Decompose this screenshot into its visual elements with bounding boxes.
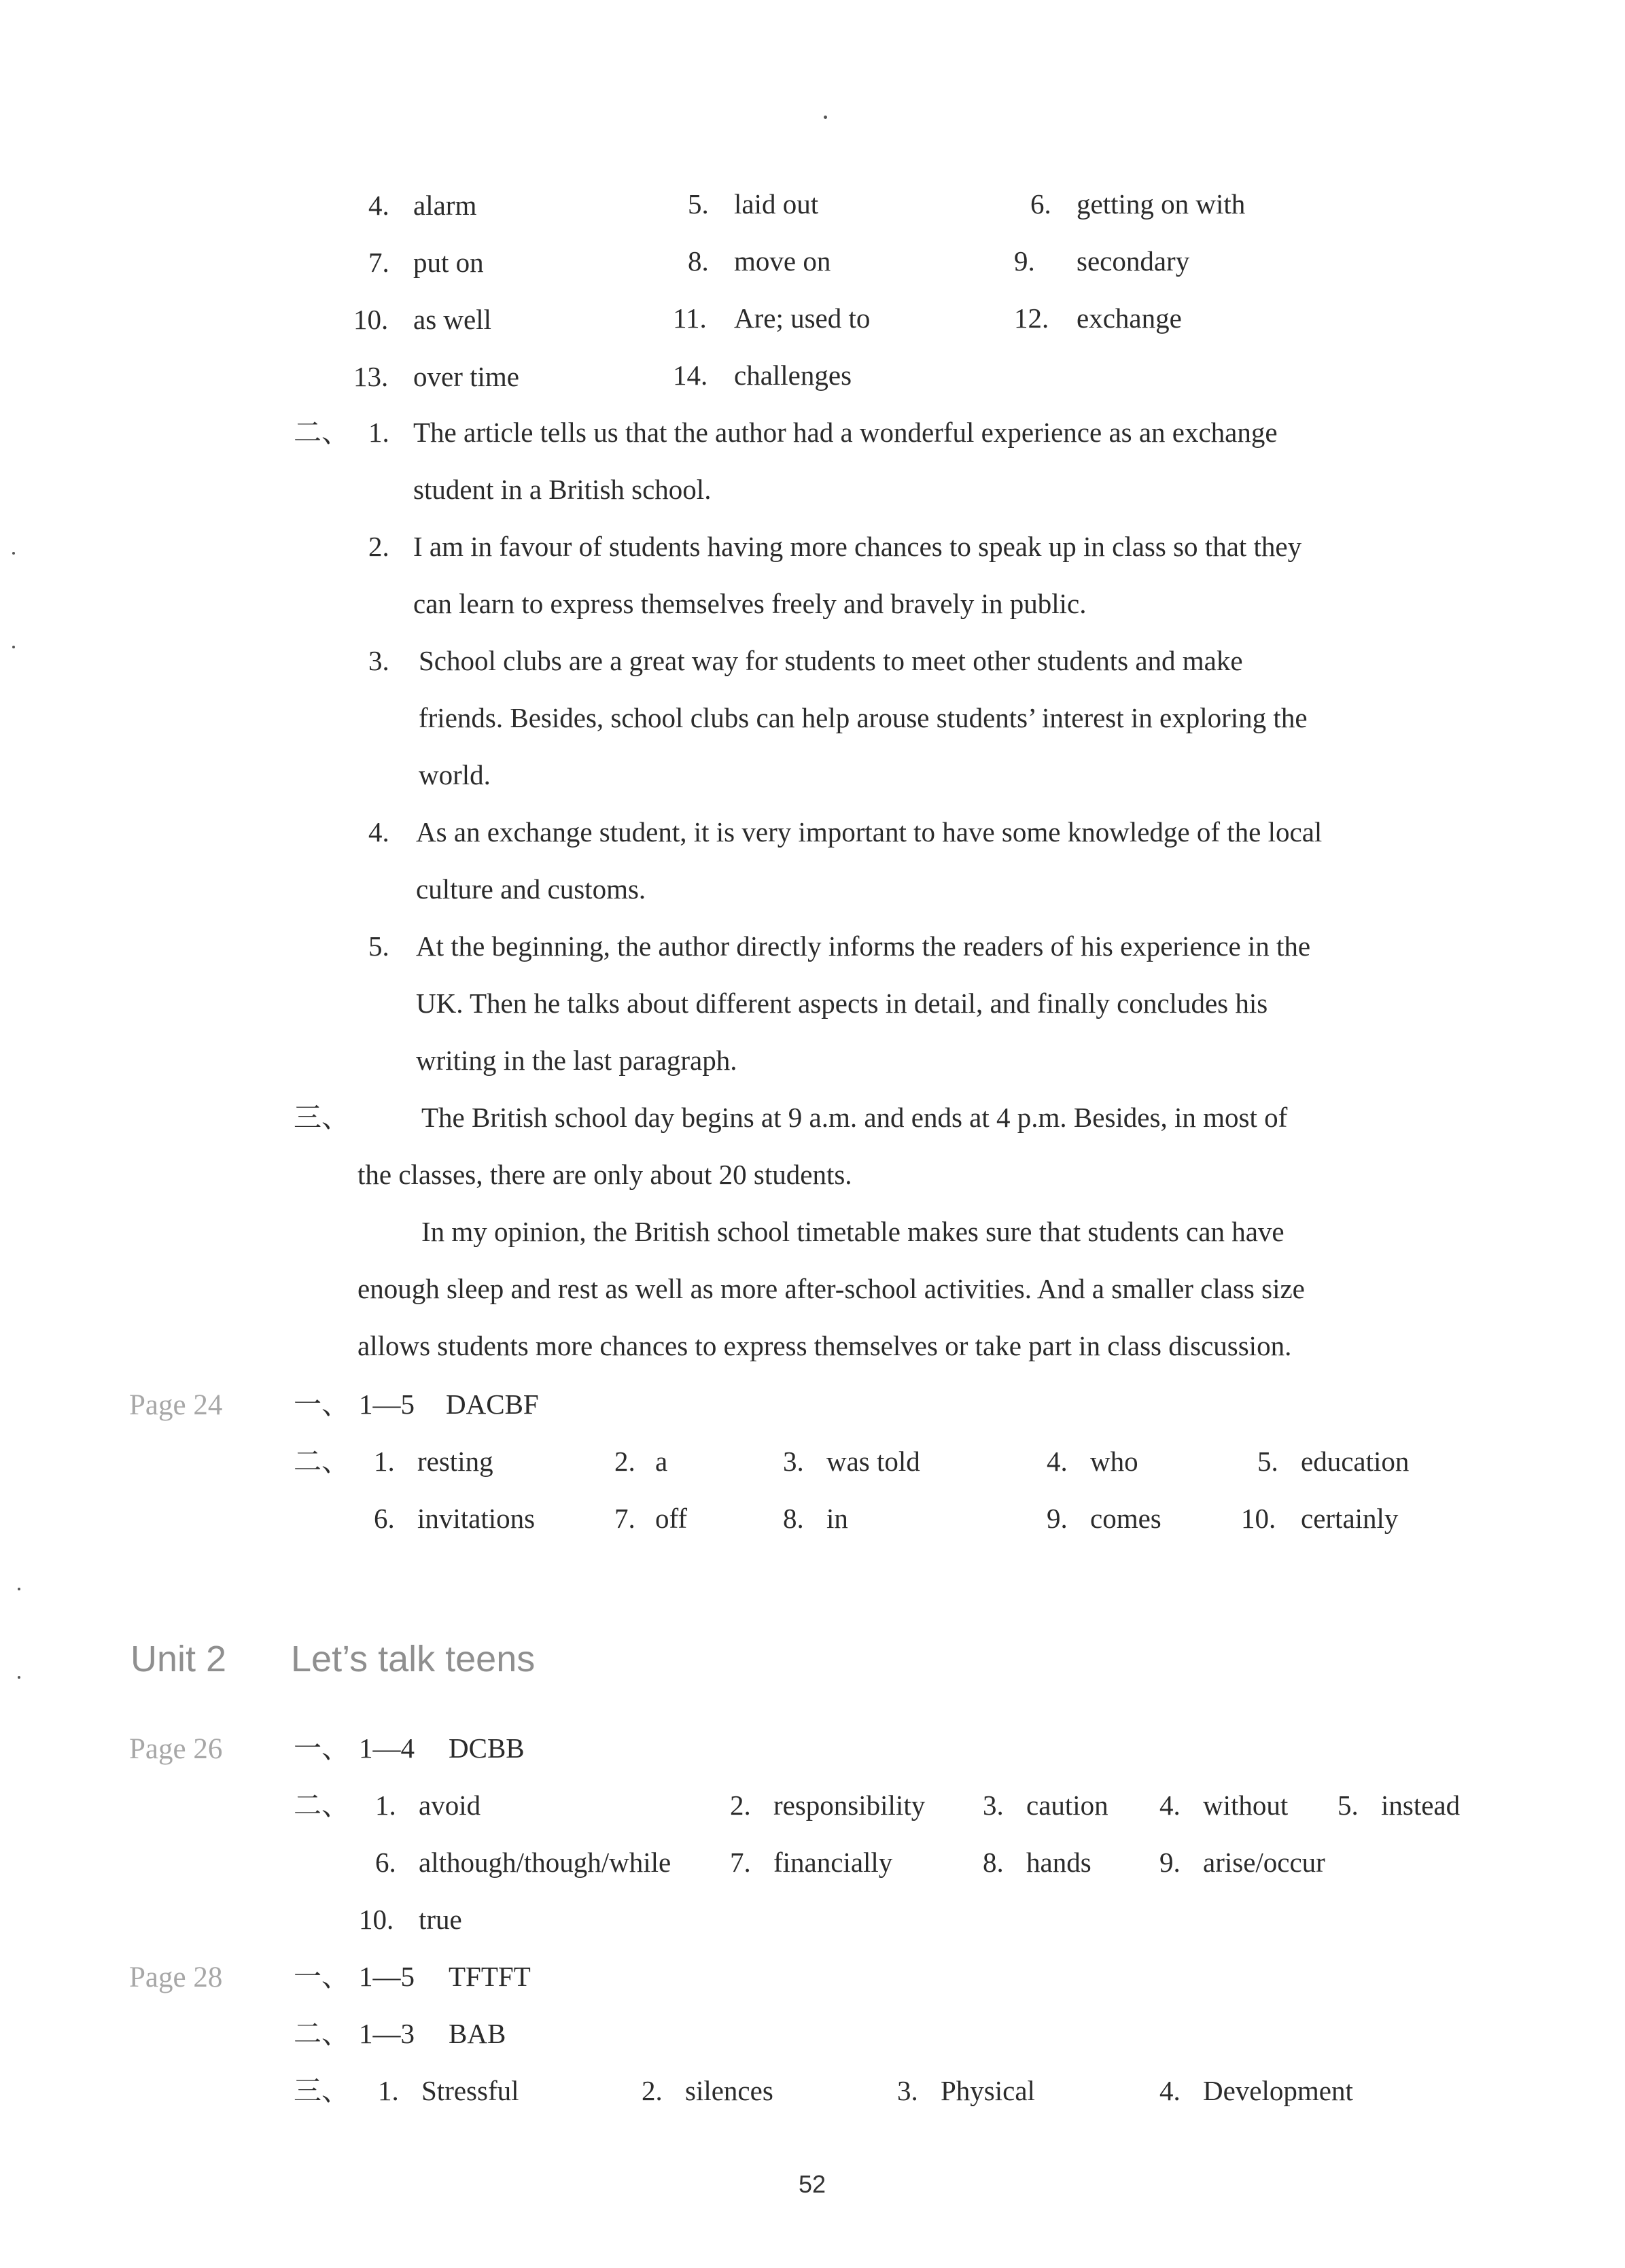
item-num: 1. xyxy=(375,1790,396,1821)
page-label: Page 26 xyxy=(129,1733,223,1765)
answer-line: writing in the last paragraph. xyxy=(416,1045,737,1076)
item-answer: off xyxy=(655,1503,688,1534)
vocab-answer: alarm xyxy=(413,190,477,221)
item-num: 4. xyxy=(1047,1446,1068,1477)
answer-line: At the beginning, the author directly informs the readers of his experience in the xyxy=(416,930,1311,962)
item-answer: silences xyxy=(685,2075,773,2106)
item-answer: who xyxy=(1090,1446,1138,1477)
item-num: 7. xyxy=(730,1847,751,1878)
item-answer: certainly xyxy=(1301,1503,1399,1534)
section-marker: 三、 xyxy=(294,1102,349,1133)
item-num: 5. xyxy=(368,930,389,962)
item-num: 10. xyxy=(359,1904,394,1935)
vocab-answer: over time xyxy=(413,361,519,392)
item-num: 6. xyxy=(375,1847,396,1878)
scan-speck xyxy=(12,646,15,648)
item-num: 7. xyxy=(614,1503,635,1534)
answer-line: The article tells us that the author had a wonderful experience as an exchange xyxy=(413,417,1278,448)
item-num: 2. xyxy=(730,1790,751,1821)
item-num: 2. xyxy=(642,2075,663,2106)
vocab-answer: getting on with xyxy=(1077,188,1246,220)
section-marker: 一、 xyxy=(294,1389,349,1420)
vocab-num: 11. xyxy=(673,302,707,334)
unit-title: Let’s talk teens xyxy=(291,1639,536,1679)
paragraph-line: enough sleep and rest as well as more after-school activities. And a smaller class size xyxy=(357,1273,1305,1304)
answer-range: 1—3 xyxy=(359,2018,415,2049)
answer-line: world. xyxy=(419,759,491,790)
answer-letters: TFTFT xyxy=(449,1961,531,1992)
vocab-num: 7. xyxy=(368,247,389,278)
section-marker: 一、 xyxy=(294,1732,349,1764)
answer-range: 1—5 xyxy=(359,1961,415,1992)
item-num: 8. xyxy=(783,1503,804,1534)
item-answer: although/though/while xyxy=(419,1847,671,1878)
page-number: 52 xyxy=(799,2170,826,2198)
answer-line: I am in favour of students having more chances to speak up in class so that they xyxy=(413,531,1302,562)
vocab-num: 12. xyxy=(1014,302,1049,334)
item-num: 9. xyxy=(1159,1847,1181,1878)
item-answer: was told xyxy=(826,1446,920,1477)
item-answer: avoid xyxy=(419,1790,481,1821)
item-answer: invitations xyxy=(417,1503,536,1534)
vocab-num: 10. xyxy=(353,304,389,335)
item-num: 1. xyxy=(378,2075,399,2106)
item-answer: Development xyxy=(1203,2075,1353,2106)
answer-letters: BAB xyxy=(449,2018,506,2049)
item-num: 1. xyxy=(368,417,389,448)
section-marker: 二、 xyxy=(294,417,349,448)
vocab-answer: put on xyxy=(413,247,484,278)
answer-line: can learn to express themselves freely and bravely in public. xyxy=(413,588,1087,619)
item-answer: caution xyxy=(1026,1790,1108,1821)
item-answer: arise/occur xyxy=(1203,1847,1325,1878)
answer-line: culture and customs. xyxy=(416,873,646,905)
item-answer: in xyxy=(826,1503,848,1534)
item-num: 9. xyxy=(1047,1503,1068,1534)
vocab-answer: exchange xyxy=(1077,302,1182,334)
vocab-num: 5. xyxy=(688,188,709,220)
section-marker: 一、 xyxy=(294,1961,349,1992)
answer-range: 1—4 xyxy=(359,1732,415,1764)
scan-speck xyxy=(18,1588,20,1590)
item-num: 4. xyxy=(1159,1790,1181,1821)
vocab-num: 13. xyxy=(353,361,389,392)
paragraph-line: In my opinion, the British school timetable makes sure that students can have xyxy=(421,1216,1285,1247)
vocab-answer: secondary xyxy=(1077,245,1190,277)
scan-speck xyxy=(824,116,827,119)
item-num: 4. xyxy=(1159,2075,1181,2106)
vocab-answer: laid out xyxy=(734,188,819,220)
item-num: 2. xyxy=(614,1446,635,1477)
answer-line: As an exchange student, it is very important to have some knowledge of the local xyxy=(416,816,1323,848)
page-label: Page 24 xyxy=(129,1389,223,1421)
paragraph-line: The British school day begins at 9 a.m. and ends at 4 p.m. Besides, in most of xyxy=(421,1102,1288,1133)
item-answer: Stressful xyxy=(421,2075,519,2106)
item-answer: resting xyxy=(417,1446,493,1477)
vocab-answer: challenges xyxy=(734,360,852,391)
scan-speck xyxy=(12,552,15,555)
item-num: 8. xyxy=(983,1847,1004,1878)
item-answer: education xyxy=(1301,1446,1410,1477)
answer-letters: DCBB xyxy=(449,1732,525,1764)
answer-line: friends. Besides, school clubs can help arouse students’ interest in exploring the xyxy=(419,702,1308,733)
section-marker: 二、 xyxy=(294,1790,349,1821)
item-num: 5. xyxy=(1257,1446,1278,1477)
item-num: 3. xyxy=(897,2075,918,2106)
item-num: 10. xyxy=(1241,1503,1276,1534)
scan-speck xyxy=(18,1676,20,1679)
vocab-num: 14. xyxy=(673,360,708,391)
unit-number: Unit 2 xyxy=(130,1639,227,1679)
paragraph-line: allows students more chances to express themselves or take part in class discussion. xyxy=(357,1330,1292,1361)
paragraph-line: the classes, there are only about 20 students. xyxy=(357,1159,852,1190)
answer-line: School clubs are a great way for students to meet other students and make xyxy=(419,645,1243,676)
answer-letters: DACBF xyxy=(446,1389,539,1420)
vocab-answer: Are; used to xyxy=(734,302,871,334)
vocab-answer: as well xyxy=(413,304,491,335)
vocab-num: 9. xyxy=(1014,245,1035,277)
section-marker: 二、 xyxy=(294,1446,349,1477)
item-num: 6. xyxy=(374,1503,395,1534)
item-num: 5. xyxy=(1338,1790,1359,1821)
vocab-num: 4. xyxy=(368,190,389,221)
item-answer: responsibility xyxy=(773,1790,926,1821)
item-answer: comes xyxy=(1090,1503,1161,1534)
vocab-num: 6. xyxy=(1030,188,1051,220)
item-num: 1. xyxy=(374,1446,395,1477)
section-marker: 二、 xyxy=(294,2018,349,2049)
answer-range: 1—5 xyxy=(359,1389,415,1420)
item-answer: a xyxy=(655,1446,668,1477)
item-answer: without xyxy=(1203,1790,1289,1821)
vocab-answer: move on xyxy=(734,245,831,277)
item-num: 3. xyxy=(983,1790,1004,1821)
item-answer: Physical xyxy=(941,2075,1035,2106)
vocab-num: 8. xyxy=(688,245,709,277)
answer-line: UK. Then he talks about different aspects in detail, and finally concludes his xyxy=(416,988,1268,1019)
item-num: 3. xyxy=(368,645,389,676)
item-answer: true xyxy=(419,1904,462,1935)
item-answer: financially xyxy=(773,1847,893,1878)
item-answer: instead xyxy=(1381,1790,1461,1821)
answer-line: student in a British school. xyxy=(413,474,712,505)
item-answer: hands xyxy=(1026,1847,1091,1878)
item-num: 2. xyxy=(368,531,389,562)
page-label: Page 28 xyxy=(129,1961,223,1993)
item-num: 3. xyxy=(783,1446,804,1477)
item-num: 4. xyxy=(368,816,389,848)
section-marker: 三、 xyxy=(294,2075,349,2106)
